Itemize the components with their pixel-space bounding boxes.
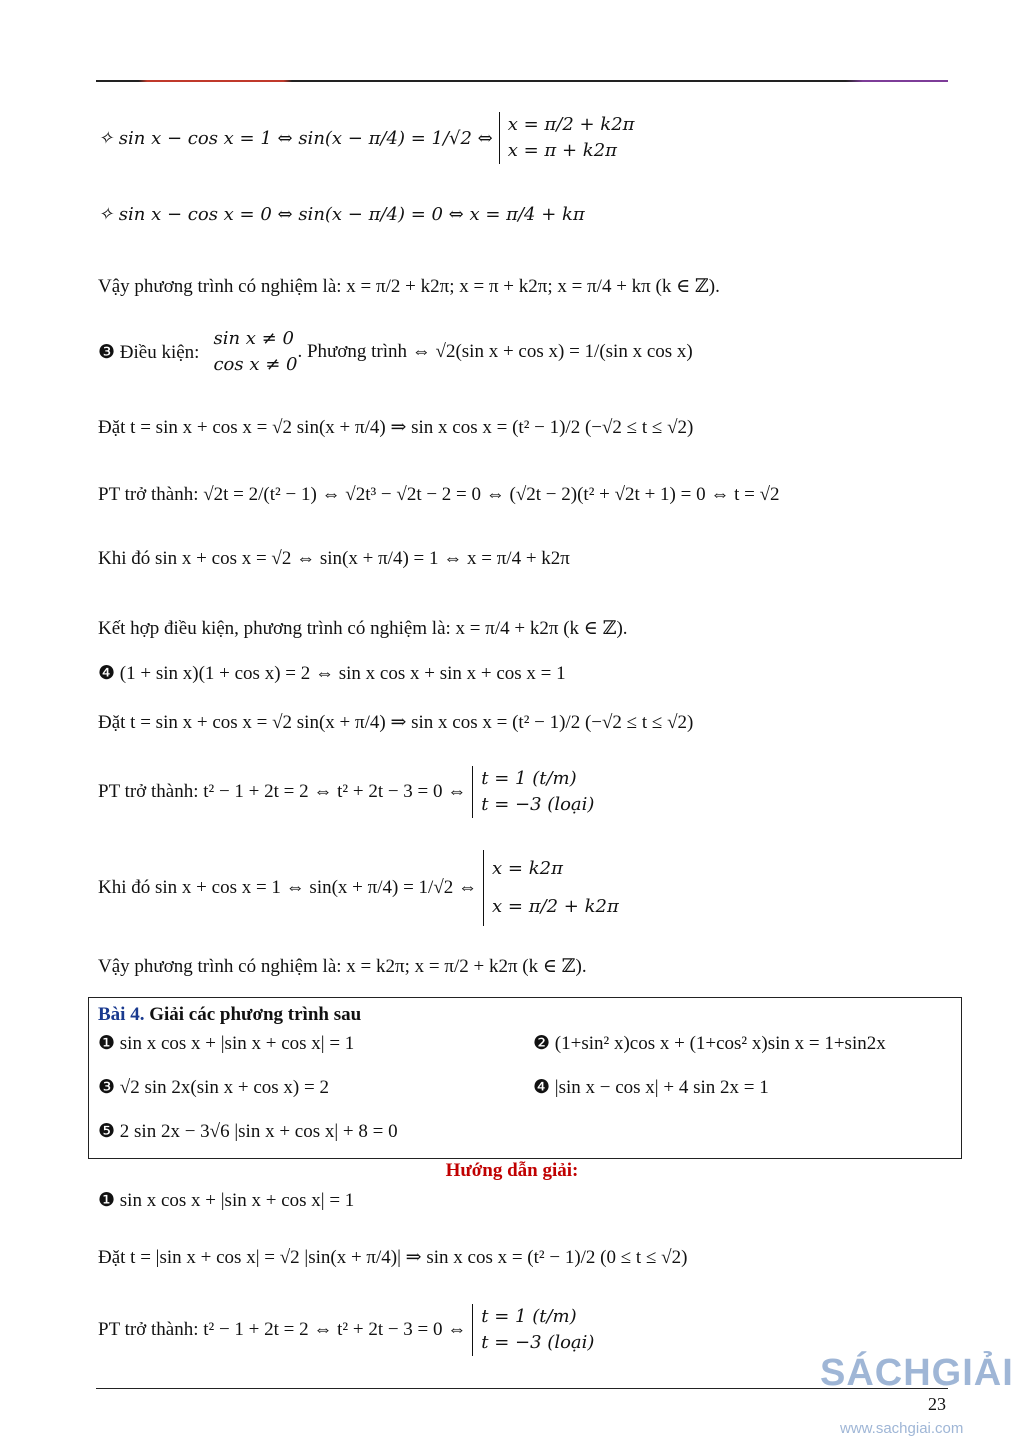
substitution-line-2: Đặt t = sin x + cos x = √2 sin(x + π/4) ⇒ sin x cos x = (t² − 1)/2 (−√2 ≤ t ≤ √2): [98, 712, 694, 733]
solution-heading: Hướng dẫn giải:: [445, 1160, 579, 1181]
solution-cases: x = π/2 + k2π x = π + k2π: [499, 112, 635, 164]
t-cases: t = 1 (t/m) t = −3 (loại): [472, 766, 594, 818]
exercise-item-2: ❷ (1+sin² x)cos x + (1+cos² x)sin x = 1+sin2x: [533, 1033, 886, 1054]
exercise-box: [88, 997, 962, 1159]
equation-line-2: ✧ sin x − cos x = 0 ⇔ sin(x − π/4) = 0 ⇔ x = π/4 + kπ: [98, 204, 585, 225]
page-number: 23: [928, 1394, 946, 1414]
condition-system: sin x ≠ 0 cos x ≠ 0: [213, 328, 298, 376]
conclusion-line-3: Vậy phương trình có nghiệm là: x = k2π; x = π/2 + k2π (k ∈ ℤ).: [98, 956, 587, 977]
solution-t-cases: t = 1 (t/m) t = −3 (loại): [472, 1304, 594, 1356]
watermark-url: www.sachgiai.com: [840, 1420, 964, 1437]
equation-line-1: ✧ sin x − cos x = 1 ⇔ sin(x − π/4) = 1/√2 ⇔ x = π/2 + k2π x = π + k2π: [98, 112, 635, 164]
substitution-line-1: Đặt t = sin x + cos x = √2 sin(x + π/4) ⇒ sin x cos x = (t² − 1)/2 (−√2 ≤ t ≤ √2): [98, 417, 694, 438]
result-line-1: Khi đó sin x + cos x = √2 ⇔ sin(x + π/4) = 1 ⇔ x = π/4 + k2π: [98, 548, 570, 569]
exercise-item-5: ❺ 2 sin 2x − 3√6 |sin x + cos x| + 8 = 0: [98, 1121, 398, 1142]
exercise-title: Bài 4. Giải các phương trình sau: [98, 1004, 362, 1025]
exercise-item-4: ❹ |sin x − cos x| + 4 sin 2x = 1: [533, 1077, 769, 1098]
conclusion-line-1: Vậy phương trình có nghiệm là: x = π/2 + k2π; x = π + k2π; x = π/4 + kπ (k ∈ ℤ).: [98, 276, 720, 297]
x-cases: x = k2π x = π/2 + k2π: [483, 850, 619, 926]
header-rule: [96, 80, 948, 82]
problem-4-line: ❹ (1 + sin x)(1 + cos x) = 2 ⇔ sin x cos x + sin x + cos x = 1: [98, 663, 566, 684]
result-line-2: Khi đó sin x + cos x = 1 ⇔ sin(x + π/4) = 1/√2 ⇔ x = k2π x = π/2 + k2π: [98, 850, 619, 926]
solution-line-1: ❶ sin x cos x + |sin x + cos x| = 1: [98, 1190, 355, 1211]
conclusion-line-2: Kết hợp điều kiện, phương trình có nghiệm là: x = π/4 + k2π (k ∈ ℤ).: [98, 618, 628, 639]
solution-line-3: PT trở thành: t² − 1 + 2t = 2 ⇔ t² + 2t − 3 = 0 ⇔ t = 1 (t/m) t = −3 (loại): [98, 1304, 594, 1356]
condition-line: ❸ Điều kiện: sin x ≠ 0 cos x ≠ 0 . Phương trình ⇔ √2(sin x + cos x) = 1/(sin x cos x): [98, 326, 693, 378]
watermark-logo: SÁCHGIẢI: [820, 1352, 1014, 1394]
exercise-item-3: ❸ √2 sin 2x(sin x + cos x) = 2: [98, 1077, 329, 1098]
transformed-equation-1: PT trở thành: √2t = 2/(t² − 1) ⇔ √2t³ − √2t − 2 = 0 ⇔ (√2t − 2)(t² + √2t + 1) = 0 ⇔ t = √2: [98, 484, 780, 505]
transformed-equation-2: PT trở thành: t² − 1 + 2t = 2 ⇔ t² + 2t − 3 = 0 ⇔ t = 1 (t/m) t = −3 (loại): [98, 766, 594, 818]
exercise-item-1: ❶ sin x cos x + |sin x + cos x| = 1: [98, 1033, 355, 1054]
solution-line-2: Đặt t = |sin x + cos x| = √2 |sin(x + π/4)| ⇒ sin x cos x = (t² − 1)/2 (0 ≤ t ≤ √2): [98, 1247, 688, 1268]
